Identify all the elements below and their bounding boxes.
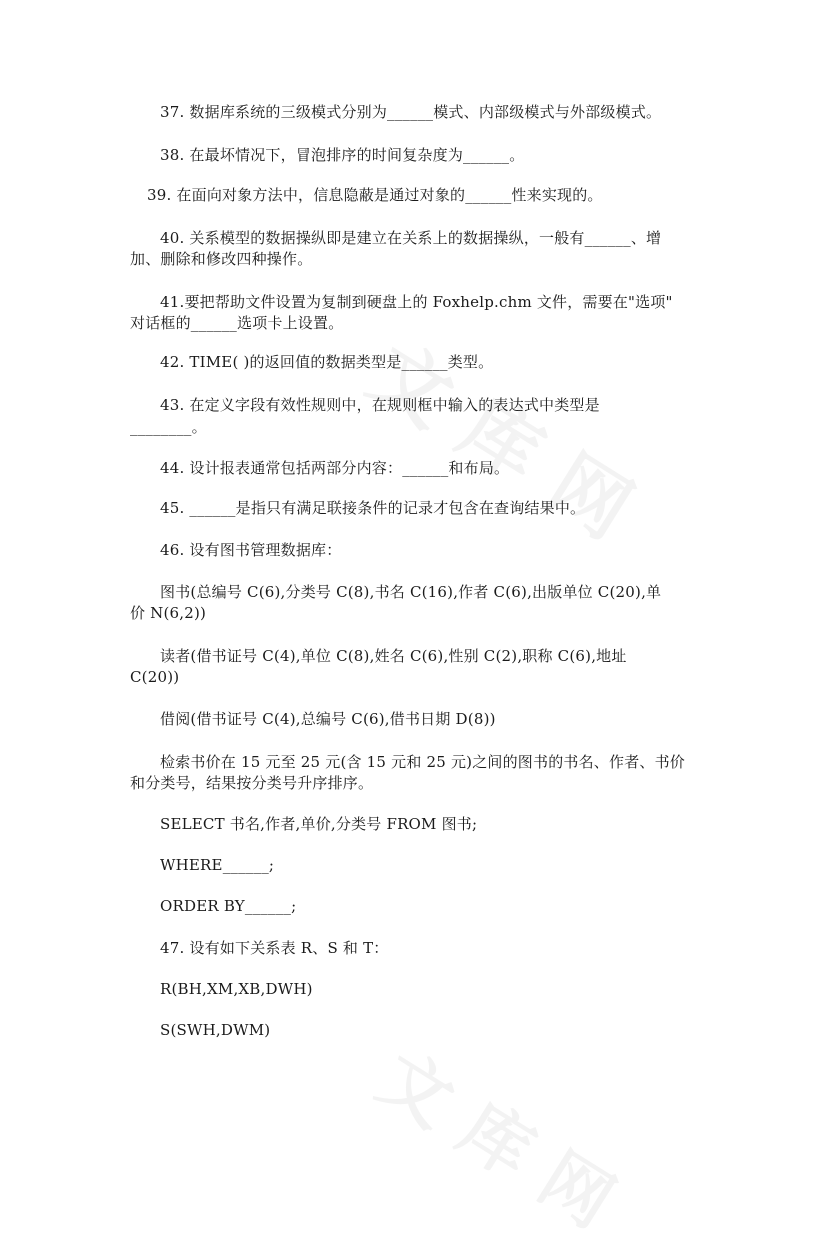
relation-r: R(BH,XM,XB,DWH): [160, 980, 313, 998]
watermark-upper: [352, 312, 656, 560]
question-45: 45. ______是指只有满足联接条件的记录才包含在查询结果中。: [160, 499, 586, 517]
sql-where: WHERE______;: [160, 856, 275, 874]
question-46-intro: 46. 设有图书管理数据库：: [160, 541, 342, 559]
question-43-line-2: ________。: [130, 418, 207, 436]
question-38: 38. 在最坏情况下，冒泡排序的时间复杂度为______。: [160, 146, 525, 164]
readers-table-line-2: C(20)): [130, 668, 180, 686]
question-37: 37. 数据库系统的三级模式分别为______模式、内部级模式与外部级模式。: [160, 103, 662, 121]
watermark-lower: [363, 1024, 636, 1247]
books-table-line-1: 图书(总编号 C(6),分类号 C(8),书名 C(16),作者 C(6),出版单位 C(20),单: [160, 583, 662, 601]
readers-table-line-1: 读者(借书证号 C(4),单位 C(8),姓名 C(6),性别 C(2),职称 C(6),地址: [160, 647, 627, 665]
task-line-1: 检索书价在 15 元至 25 元(含 15 元和 25 元)之间的图书的书名、作者、书价: [160, 753, 685, 771]
relation-s: S(SWH,DWM): [160, 1021, 271, 1039]
task-line-2: 和分类号，结果按分类号升序排序。: [130, 774, 374, 792]
question-40-line-1: 40. 关系模型的数据操纵即是建立在关系上的数据操纵，一般有______、增: [160, 229, 662, 247]
question-43-line-1: 43. 在定义字段有效性规则中，在规则框中输入的表达式中类型是: [160, 396, 600, 414]
question-42: 42. TIME( )的返回值的数据类型是______类型。: [160, 353, 494, 371]
question-41-line-1: 41.要把帮助文件设置为复制到硬盘上的 Foxhelp.chm 文件，需要在"选项": [160, 293, 673, 311]
sql-order-by: ORDER BY______;: [160, 897, 297, 915]
question-40-line-2: 加、删除和修改四种操作。: [130, 250, 313, 268]
question-39: 39. 在面向对象方法中，信息隐蔽是通过对象的______性来实现的。: [147, 186, 603, 204]
question-47-intro: 47. 设有如下关系表 R、S 和 T：: [160, 939, 389, 957]
question-41-line-2: 对话框的______选项卡上设置。: [130, 314, 344, 332]
question-44: 44. 设计报表通常包括两部分内容：______和布局。: [160, 459, 510, 477]
sql-select: SELECT 书名,作者,单价,分类号 FROM 图书;: [160, 815, 478, 833]
books-table-line-2: 价 N(6,2)): [130, 604, 207, 622]
loans-table: 借阅(借书证号 C(4),总编号 C(6),借书日期 D(8)): [160, 710, 496, 728]
